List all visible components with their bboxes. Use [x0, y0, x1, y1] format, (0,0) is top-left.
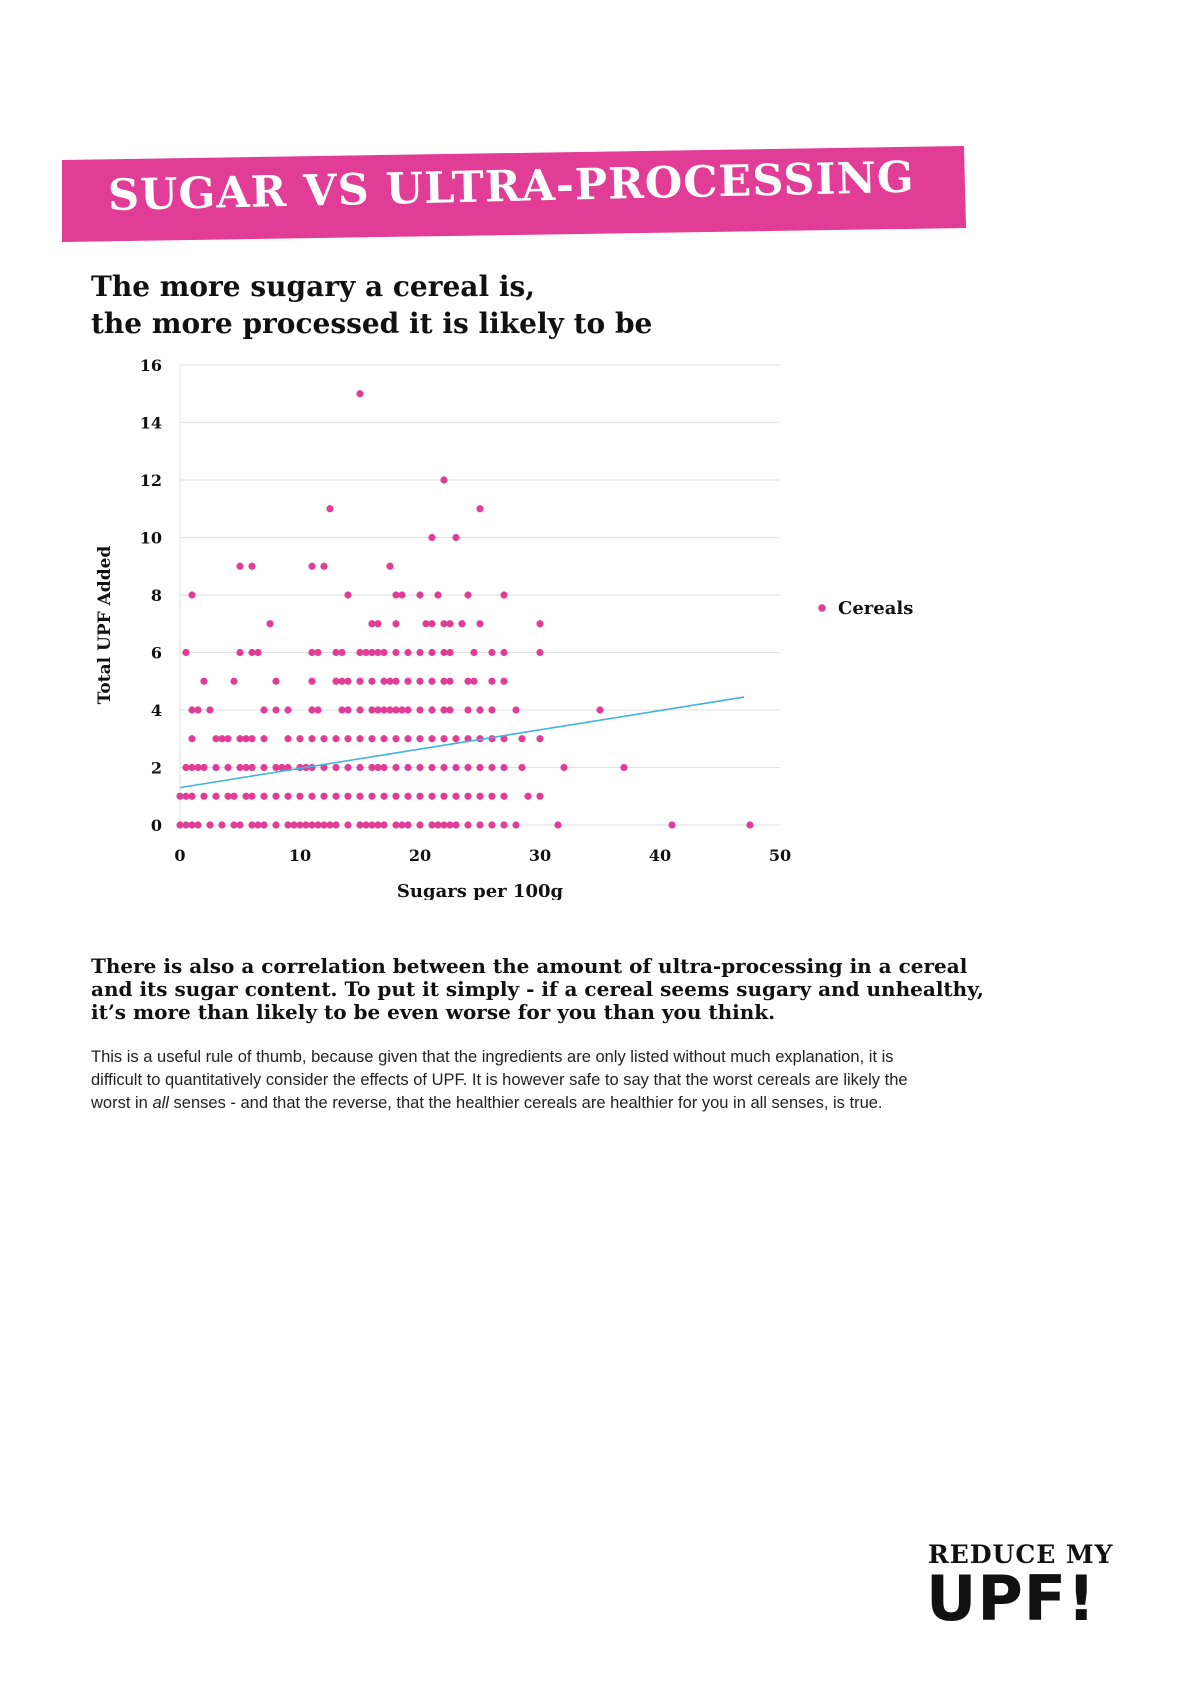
data-point [416, 591, 423, 598]
lead-line-2: and its sugar content. To put it simply - if a cereal seems sugary and unhealthy, [91, 977, 984, 1001]
data-point [476, 764, 483, 771]
data-point [488, 649, 495, 656]
data-point [308, 793, 315, 800]
data-point [206, 821, 213, 828]
data-point [188, 591, 195, 598]
data-point [224, 764, 231, 771]
y-tick-label: 14 [139, 413, 162, 433]
data-point [458, 620, 465, 627]
data-point [668, 821, 675, 828]
data-point [392, 678, 399, 685]
data-point [404, 735, 411, 742]
data-point [368, 678, 375, 685]
data-point [284, 706, 291, 713]
data-point [500, 764, 507, 771]
data-point [332, 821, 339, 828]
data-point [272, 678, 279, 685]
data-point [218, 821, 225, 828]
x-tick-label: 10 [288, 846, 312, 865]
data-point [236, 649, 243, 656]
subtitle-line-2: the more processed it is likely to be [91, 307, 653, 340]
data-point [452, 534, 459, 541]
data-point [488, 706, 495, 713]
data-point [512, 706, 519, 713]
data-point [212, 793, 219, 800]
data-point [206, 706, 213, 713]
y-tick-label: 6 [150, 643, 162, 663]
data-point [182, 649, 189, 656]
data-point [446, 649, 453, 656]
data-point [380, 735, 387, 742]
lead-paragraph [91, 955, 1111, 1024]
data-point [500, 821, 507, 828]
data-point [260, 821, 267, 828]
data-point [416, 649, 423, 656]
data-point [554, 821, 561, 828]
data-point [404, 649, 411, 656]
data-point [464, 793, 471, 800]
data-point [446, 678, 453, 685]
data-point [188, 793, 195, 800]
x-tick-label: 30 [528, 846, 552, 865]
data-point [476, 793, 483, 800]
data-point [464, 764, 471, 771]
data-point [518, 764, 525, 771]
data-point [416, 735, 423, 742]
x-tick-label: 40 [648, 846, 672, 865]
data-point [344, 764, 351, 771]
data-point [464, 591, 471, 598]
data-point [518, 735, 525, 742]
body-line-3-end: senses - and that the reverse, that the healthier cereals are healthier for you in all senses, is true. [168, 1094, 883, 1112]
data-point [428, 678, 435, 685]
data-point [284, 793, 291, 800]
x-tick-label: 20 [408, 846, 432, 865]
y-axis-title: Total UPF Added [95, 545, 115, 705]
data-point [404, 764, 411, 771]
data-point [428, 534, 435, 541]
data-point [188, 735, 195, 742]
data-point [332, 735, 339, 742]
y-tick-label: 2 [150, 758, 162, 778]
data-point [404, 706, 411, 713]
data-point [368, 793, 375, 800]
subtitle-line-1: The more sugary a cereal is, [91, 270, 535, 303]
data-point [338, 649, 345, 656]
data-point [212, 764, 219, 771]
data-point [500, 591, 507, 598]
data-point [446, 706, 453, 713]
data-point [356, 735, 363, 742]
logo-text-bottom: UPF! [926, 1562, 1097, 1635]
data-point [326, 505, 333, 512]
data-point [308, 678, 315, 685]
data-point [392, 649, 399, 656]
data-point [470, 678, 477, 685]
data-point [356, 390, 363, 397]
data-point [746, 821, 753, 828]
data-point [476, 620, 483, 627]
data-point [344, 821, 351, 828]
data-point [254, 649, 261, 656]
data-point [260, 735, 267, 742]
data-point [332, 764, 339, 771]
data-point [380, 649, 387, 656]
data-point [284, 735, 291, 742]
data-point [314, 706, 321, 713]
y-tick-label: 4 [150, 701, 162, 720]
data-point [356, 793, 363, 800]
data-point [560, 764, 567, 771]
data-point [446, 620, 453, 627]
data-point [476, 505, 483, 512]
page-title: SUGAR VS ULTRA-PROCESSING [107, 152, 916, 221]
logo-text-top: REDUCE MY [928, 1540, 1114, 1569]
data-point [404, 678, 411, 685]
data-point [272, 821, 279, 828]
data-point [374, 620, 381, 627]
data-point [536, 793, 543, 800]
data-point [224, 735, 231, 742]
body-line-3-start: worst in [91, 1094, 153, 1112]
data-point [248, 735, 255, 742]
data-point [392, 735, 399, 742]
data-point [308, 563, 315, 570]
data-point [440, 476, 447, 483]
data-point [488, 821, 495, 828]
data-point [428, 764, 435, 771]
data-point [380, 793, 387, 800]
data-point [428, 649, 435, 656]
data-point [356, 706, 363, 713]
data-point [266, 620, 273, 627]
data-point [200, 678, 207, 685]
data-point [416, 821, 423, 828]
data-point [524, 793, 531, 800]
data-point [620, 764, 627, 771]
data-point [296, 735, 303, 742]
data-point [344, 678, 351, 685]
data-point [230, 678, 237, 685]
data-point [380, 821, 387, 828]
data-point [296, 793, 303, 800]
y-tick-label: 10 [139, 528, 162, 548]
data-point [248, 764, 255, 771]
data-point [398, 591, 405, 598]
data-point [260, 706, 267, 713]
data-point [488, 793, 495, 800]
body-paragraph [91, 1046, 1121, 1115]
data-point [452, 735, 459, 742]
data-point [392, 793, 399, 800]
data-point [194, 821, 201, 828]
lead-line-1: There is also a correlation between the amount of ultra-processing in a cereal [91, 954, 968, 978]
body-emphasis: all [152, 1094, 169, 1112]
data-point [476, 821, 483, 828]
data-point [440, 735, 447, 742]
data-point [380, 764, 387, 771]
data-point [248, 793, 255, 800]
data-point [404, 821, 411, 828]
data-point [356, 764, 363, 771]
data-point [194, 706, 201, 713]
y-tick-label: 12 [139, 471, 162, 490]
x-axis-title: Sugars per 100g [396, 881, 564, 900]
data-point [404, 793, 411, 800]
data-point [488, 678, 495, 685]
x-tick-label: 0 [174, 846, 186, 865]
data-point [470, 649, 477, 656]
data-point [434, 591, 441, 598]
data-point [452, 764, 459, 771]
body-line-1: This is a useful rule of thumb, because given that the ingredients are only listed without much explanation, it is [91, 1048, 894, 1066]
lead-line-3: it’s more than likely to be even worse for you than you think. [91, 1000, 776, 1024]
data-point [332, 793, 339, 800]
data-point [344, 735, 351, 742]
data-point [428, 735, 435, 742]
data-point [272, 706, 279, 713]
data-point [536, 735, 543, 742]
scatter-chart [90, 350, 990, 900]
data-point [272, 793, 279, 800]
data-point [308, 735, 315, 742]
data-point [344, 706, 351, 713]
data-point [536, 649, 543, 656]
reduce-my-upf-logo [928, 1540, 1128, 1660]
data-point [500, 793, 507, 800]
data-point [386, 563, 393, 570]
data-point [512, 821, 519, 828]
data-point [536, 620, 543, 627]
data-point [596, 706, 603, 713]
data-point [260, 793, 267, 800]
data-point [428, 793, 435, 800]
subtitle [91, 268, 891, 342]
data-point [464, 821, 471, 828]
data-point [260, 764, 267, 771]
data-point [428, 620, 435, 627]
data-point [236, 821, 243, 828]
data-point [440, 764, 447, 771]
data-point [416, 706, 423, 713]
body-line-3 [91, 1092, 1121, 1115]
data-point [392, 620, 399, 627]
data-point [440, 793, 447, 800]
data-point [236, 563, 243, 570]
y-tick-label: 16 [139, 356, 162, 375]
data-point [452, 821, 459, 828]
data-point [200, 764, 207, 771]
legend-marker [818, 604, 826, 612]
x-tick-label: 50 [768, 846, 792, 865]
y-tick-label: 0 [150, 816, 162, 835]
data-point [416, 678, 423, 685]
data-point [500, 678, 507, 685]
data-point [230, 793, 237, 800]
data-point [392, 764, 399, 771]
legend-label: Cereals [838, 598, 914, 619]
data-point [344, 591, 351, 598]
data-point [488, 735, 495, 742]
data-point [356, 678, 363, 685]
data-point [314, 649, 321, 656]
body-line-2: difficult to quantitatively consider the effects of UPF. It is however safe to say that the worst cereals are likely the [91, 1071, 908, 1089]
data-point [464, 706, 471, 713]
data-point [476, 706, 483, 713]
data-point [428, 706, 435, 713]
y-tick-label: 8 [150, 586, 162, 605]
data-point [488, 764, 495, 771]
data-point [452, 793, 459, 800]
data-point [200, 793, 207, 800]
data-point [344, 793, 351, 800]
data-point [248, 563, 255, 570]
data-point [500, 649, 507, 656]
data-point [320, 793, 327, 800]
data-point [368, 735, 375, 742]
data-point [416, 764, 423, 771]
data-point [416, 793, 423, 800]
data-point [320, 563, 327, 570]
title-banner [62, 146, 966, 242]
data-point [320, 735, 327, 742]
